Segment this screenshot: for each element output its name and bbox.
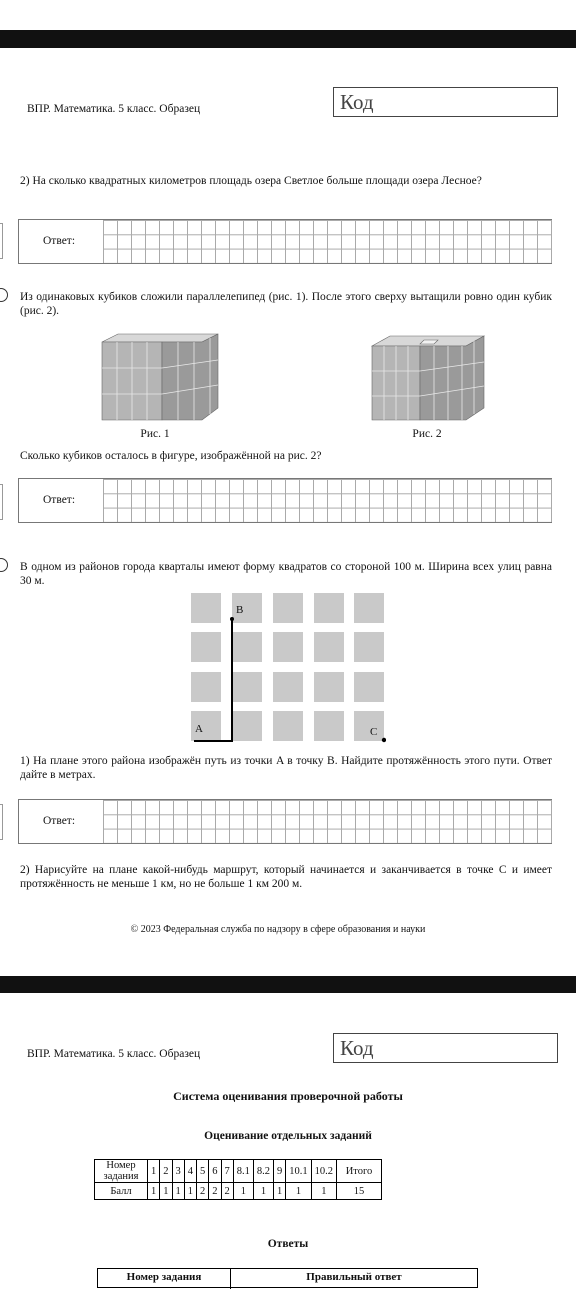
question-lake-text: 2) На сколько квадратных километров площадь озера Светлое больше площади озера Лесное? [20, 175, 482, 187]
question-cubes-question: Сколько кубиков осталось в фигуре, изображённой на рис. 2? [20, 450, 322, 462]
table-cell: 1 [286, 1183, 311, 1200]
table-cell: 1 [148, 1183, 160, 1200]
figure-1-caption: Рис. 1 [140, 428, 170, 440]
table-row [95, 1160, 382, 1183]
answer-box-cubes [18, 478, 552, 523]
answer-label: Ответ: [43, 494, 76, 506]
table-cell: 3 [172, 1160, 184, 1183]
copyright-footer: © 2023 Федеральная служба по надзору в сфере образования и науки [130, 924, 426, 935]
page-header: ВПР. Математика. 5 класс. Образец [27, 1048, 201, 1060]
code-field[interactable]: Код [333, 87, 558, 117]
answer-grid[interactable] [103, 220, 552, 263]
task-number-circle [0, 288, 8, 302]
question-city-text: В одном из районов города кварталы имеют форму квадратов со стороной 100 м. Ширина всех улиц равна 30 м. [20, 561, 552, 587]
score-table [94, 1159, 382, 1200]
table-cell: 1 [311, 1183, 336, 1200]
margin-mark [0, 484, 3, 520]
answer-box-lake [18, 219, 552, 264]
section-title: Система оценивания проверочной работы [173, 1089, 403, 1103]
margin-mark [0, 804, 3, 840]
margin-mark [0, 223, 3, 259]
answers-header-task: Номер задания [126, 1271, 202, 1283]
page-separator-top [0, 30, 576, 48]
table-cell: 6 [209, 1160, 221, 1183]
answer-grid[interactable] [103, 479, 552, 522]
figure-2-caption: Рис. 2 [412, 428, 442, 440]
question-cubes-text: Из одинаковых кубиков сложили параллелепипед (рис. 1). После этого сверху вытащили ровно один кубик (рис. 2). [20, 291, 552, 317]
table-cell: Итого [337, 1160, 382, 1183]
table-cell: 4 [184, 1160, 196, 1183]
table-cell: 1 [184, 1183, 196, 1200]
table-cell: 15 [337, 1183, 382, 1200]
answers-title: Ответы [267, 1238, 309, 1250]
table-cell: 7 [221, 1160, 233, 1183]
table-cell-label: Балл [95, 1183, 148, 1200]
figure-2-parallelepiped [368, 332, 486, 424]
table-cell: 1 [148, 1160, 160, 1183]
point-a-label: A [195, 723, 203, 735]
table-cell: 1 [233, 1183, 253, 1200]
answer-grid[interactable] [103, 800, 552, 843]
question-city-part2: 2) Нарисуйте на плане какой-нибудь маршрут, который начинается и заканчивается в точке C и имеет протяжённость не меньше 1 км, но не больше 1 км 200 м. [20, 864, 552, 890]
point-c-label: C [370, 726, 378, 738]
page-separator [0, 976, 576, 993]
table-cell: 1 [160, 1183, 172, 1200]
table-cell: 2 [197, 1183, 209, 1200]
table-cell: 10.1 [286, 1160, 311, 1183]
table-cell: 10.2 [311, 1160, 336, 1183]
table-cell: 2 [209, 1183, 221, 1200]
table-cell: 8.1 [233, 1160, 253, 1183]
table-cell: 8.2 [253, 1160, 273, 1183]
table-cell: 2 [221, 1183, 233, 1200]
answer-box-city [18, 799, 552, 844]
point-b-label: B [236, 604, 244, 616]
table-cell: 2 [160, 1160, 172, 1183]
page-header: ВПР. Математика. 5 класс. Образец [27, 103, 201, 115]
question-city-part1: 1) На плане этого района изображён путь из точки A в точку B. Найдите протяжённость этого пути. Ответ дайте в метрах. [20, 755, 552, 781]
task-number-circle [0, 558, 8, 572]
path-a-to-b [190, 592, 386, 744]
answers-header-answer: Правильный ответ [306, 1271, 402, 1283]
answers-table [97, 1268, 478, 1288]
table-cell: 9 [274, 1160, 286, 1183]
city-plan-map[interactable] [190, 592, 386, 744]
table-cell: 5 [197, 1160, 209, 1183]
table-cell: 1 [172, 1183, 184, 1200]
table-cell-label: Номер задания [95, 1160, 148, 1183]
code-field[interactable]: Код [333, 1033, 558, 1063]
answer-label: Ответ: [43, 815, 76, 827]
table-cell: 1 [253, 1183, 273, 1200]
table-row [95, 1183, 382, 1200]
table-cell: 1 [274, 1183, 286, 1200]
subsection-title: Оценивание отдельных заданий [204, 1130, 372, 1142]
answer-label: Ответ: [43, 235, 76, 247]
figure-1-parallelepiped [98, 330, 222, 424]
